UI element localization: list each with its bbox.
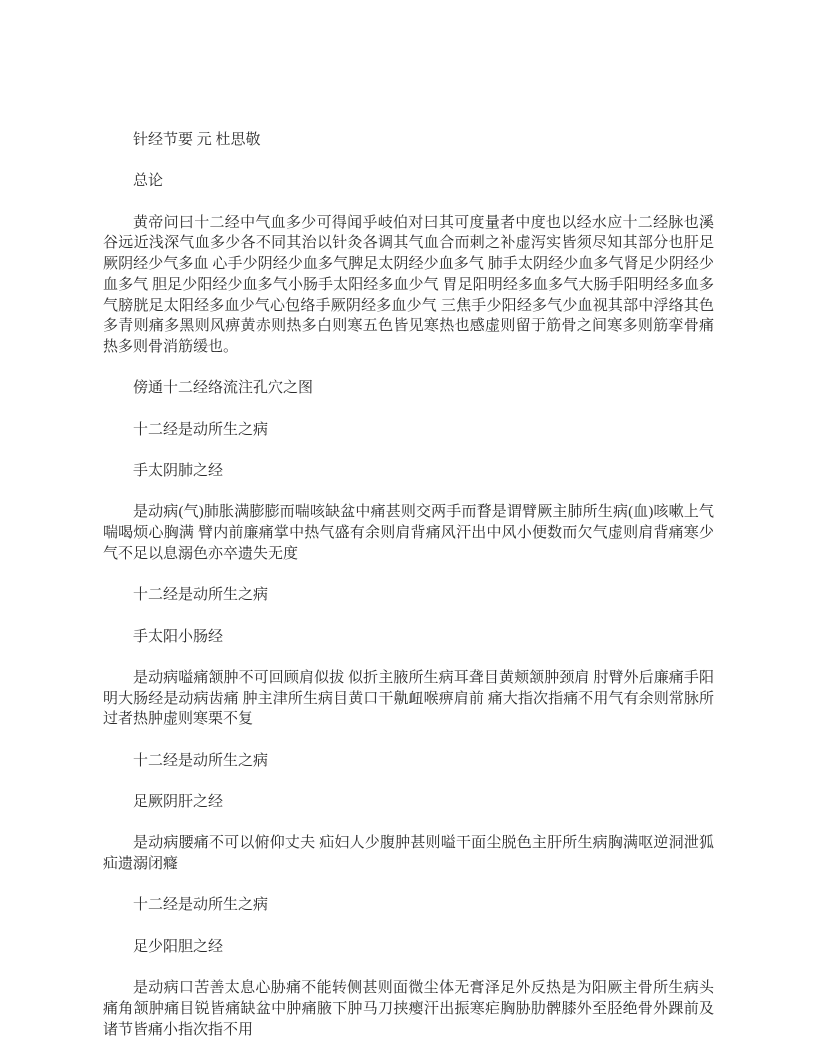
heading-gallbladder-meridian: 足少阳胆之经 [133, 938, 224, 955]
para-gallbladder-meridian: 是动病口苦善太息心胁痛不能转侧甚则面微尘体无膏泽足外反热是为阳厥主骨所生病头痛角颔肿痛目锐皆痛缺盆中肿痛腋下肿马刀挟瘿汗出振寒疟胸胁肋髀膝外至胫绝骨外踝前及诸节皆痛小指次指不用 [103, 980, 714, 1038]
heading-general-discussion: 总论 [133, 173, 164, 190]
heading-liver-meridian: 足厥阴肝之经 [133, 794, 224, 810]
heading-twelve-meridians-2: 十二经是动所生之病 [133, 587, 269, 604]
para-lung-meridian: 是动病(气)肺胀满膨膨而喘咳缺盆中痛甚则交两手而瞀是谓臂厥主肺所生病(血)咳嗽上气喘喝烦心胸满 臂内前廉痛掌中热气盛有余则肩背痛风汗出中风小便数而欠气虚则肩背痛寒少气不足以息溺色亦卒遗失无度 [103, 504, 714, 562]
heading-meridian-chart: 傍通十二经络流注孔穴之图 [133, 380, 314, 397]
heading-twelve-meridians-3: 十二经是动所生之病 [133, 752, 269, 769]
para-general-discussion: 黄帝问曰十二经中气血多少可得闻乎岐伯对曰其可度量者中度也以经水应十二经脉也溪谷远近浅深气血多少各不同其治以针灸各调其气血合而刺之补虚泻实皆须尽知其部分也肝足厥阴经少气多血 心手少阴经少血多气脾足太阴经少血多气 肺手太阴经少血多气肾足少阴经少血多气 胆足少阳经少血多气小肠手太阳经多血少气 胃足阳明经多血多气大肠手阳明经多血多气膀胱足太阳经多血少气心包络手厥阴经多血少气 三焦手少阳经多气少血视其部中浮络其色多青则痛多黑则风痹黄赤则热多白则寒五色皆见寒热也感虚则留于筋骨之间寒多则筋挛骨痛热多则骨消筋缓也。 [103, 214, 714, 355]
heading-twelve-meridians-4: 十二经是动所生之病 [133, 897, 269, 914]
heading-lung-meridian: 手太阴肺之经 [133, 463, 224, 479]
heading-twelve-meridians-1: 十二经是动所生之病 [133, 421, 269, 438]
para-small-intestine-meridian: 是动病嗌痛颔肿不可回顾肩似拔 似折主腋所生病耳聋目黄颊颔肿颈肩 肘臂外后廉痛手阳明大肠经是动病齿痛 肿主津所生病目黄口干鼽衄喉痹肩前 痛大指次指痛不用气有余则常脉所过者热肿虚则寒栗不复 [103, 669, 714, 728]
para-liver-meridian: 是动病腰痛不可以俯仰丈夫 疝妇人少腹肿甚则嗌干面尘脱色主肝所生病胸满呕逆洞泄狐疝遗溺闭癃 [103, 835, 714, 873]
heading-small-intestine-meridian: 手太阳小肠经 [133, 628, 224, 645]
doc-title: 针经节要 元 杜思敬 [133, 132, 261, 148]
